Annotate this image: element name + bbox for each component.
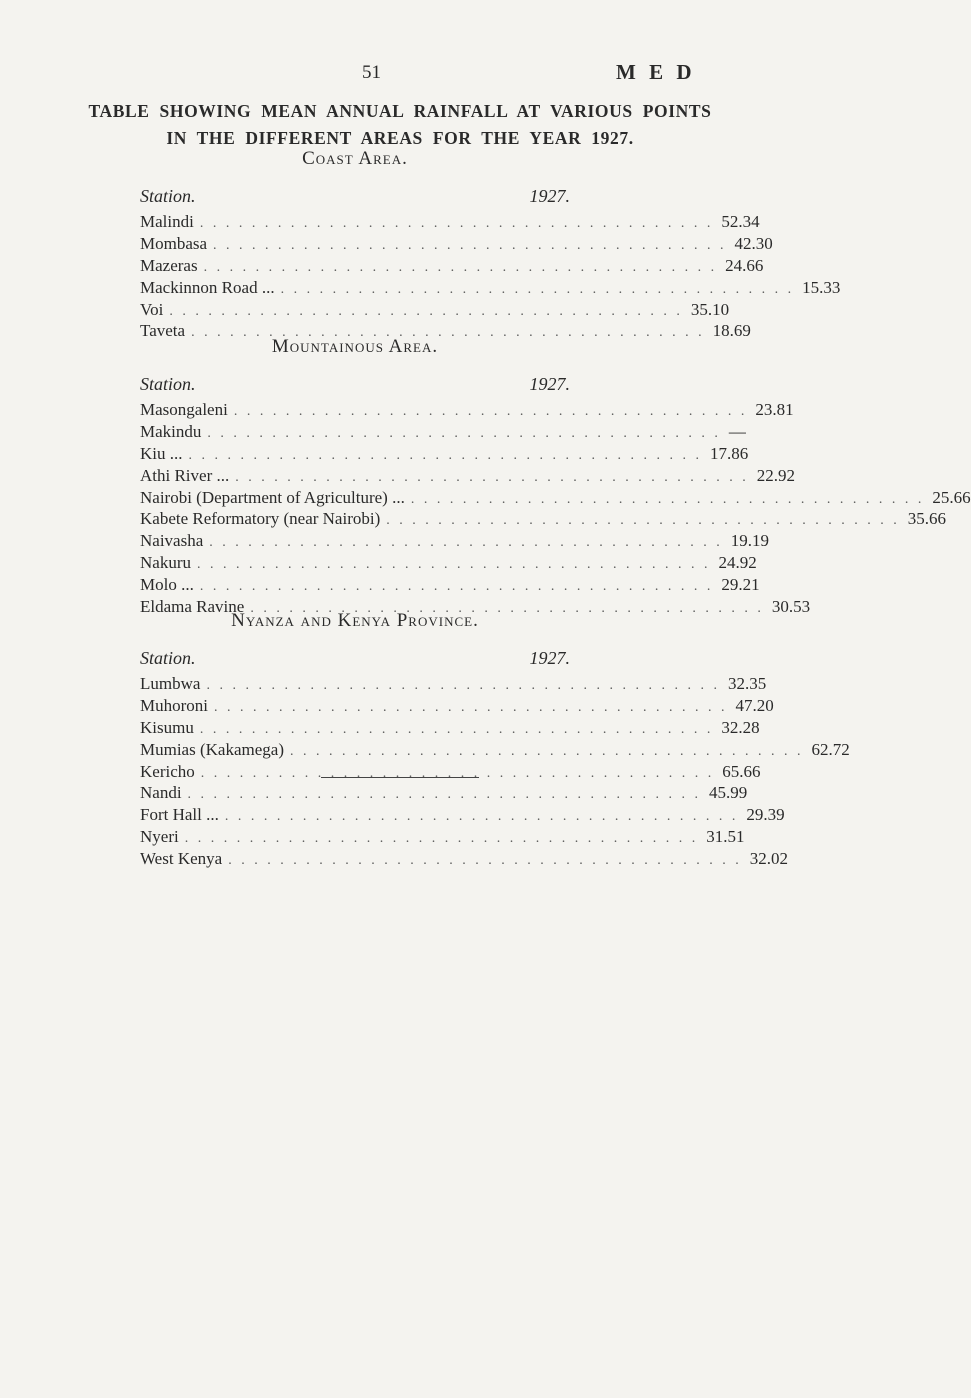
station-column-header: Station. <box>140 648 196 668</box>
rainfall-value: 47.20 <box>735 695 774 715</box>
year-column-header: 1927. <box>529 374 570 394</box>
rainfall-value: 35.10 <box>690 299 730 319</box>
table-row <box>140 233 773 255</box>
dot-leader: . . . . . . . . . . . . . . . . . . . . . . . . . . . . . . . . . . . . . . . . <box>184 831 699 847</box>
table-row <box>140 761 761 783</box>
year-column-header: 1927. <box>529 648 570 668</box>
column-headers <box>140 648 570 669</box>
station-name: Muhoroni <box>140 695 208 715</box>
rainfall-value: — <box>728 421 746 441</box>
rainfall-value: 25.66 <box>932 487 971 507</box>
running-head: M E D <box>616 60 696 84</box>
dot-leader: . . . . . . . . . . . . . . . . . . . . . . . . . . . . . . . . . . . . . . . . <box>214 699 728 715</box>
table-row <box>140 530 770 552</box>
mountainous-area-section <box>140 336 971 618</box>
dot-leader: . . . . . . . . . . . . . . . . . . . . . . . . . . . . . . . . . . . . . . . . <box>410 491 925 507</box>
station-name: Masongaleni <box>140 400 228 419</box>
rainfall-value: 62.72 <box>811 739 850 759</box>
station-column-header: Station. <box>140 186 196 206</box>
table-row <box>140 443 749 465</box>
station-rows <box>140 211 841 342</box>
dot-leader: . . . . . . . . . . . . . . . . . . . . . . . . . . . . . . . . . . . . . . . . <box>235 469 749 485</box>
station-name: Kiu ... <box>140 443 183 463</box>
rainfall-value: 23.81 <box>755 400 794 419</box>
table-row <box>140 255 764 277</box>
rainfall-value: 32.35 <box>727 674 767 693</box>
station-name: Nyeri <box>140 827 179 847</box>
table-row <box>140 487 971 509</box>
rainfall-value: 45.99 <box>709 783 748 803</box>
table-row <box>140 574 760 596</box>
column-headers <box>140 374 570 395</box>
rainfall-value: 15.33 <box>802 277 841 297</box>
table-row <box>140 211 760 233</box>
nyanza-kenya-section <box>140 610 850 870</box>
title-line-1: TABLE SHOWING MEAN ANNUAL RAINFALL AT VARIOUS POINTS <box>88 101 712 121</box>
table-row <box>140 695 774 717</box>
station-name: Nakuru <box>140 553 191 573</box>
dot-leader: . . . . . . . . . . . . . . . . . . . . . . . . . . . . . . . . . . . . . . . . <box>280 281 795 297</box>
rainfall-value: 31.51 <box>706 827 745 847</box>
dot-leader: . . . . . . . . . . . . . . . . . . . . . . . . . . . . . . . . . . . . . . . . <box>207 425 721 441</box>
station-name: Kisumu <box>140 717 194 737</box>
rainfall-value: 24.66 <box>725 255 764 275</box>
dot-leader: . . . . . . . . . . . . . . . . . . . . . . . . . . . . . . . . . . . . . . . . <box>224 809 739 825</box>
table-row <box>140 465 795 487</box>
title-line-2: IN THE DIFFERENT AREAS FOR THE YEAR 1927. <box>166 128 634 148</box>
rainfall-value: 52.34 <box>721 212 760 231</box>
rainfall-value: 32.28 <box>721 717 760 737</box>
rainfall-value: 22.92 <box>756 465 795 485</box>
table-row <box>140 717 760 739</box>
column-headers <box>140 186 570 207</box>
rainfall-value: 18.69 <box>712 321 751 341</box>
table-row <box>140 848 788 870</box>
table-row <box>140 739 850 761</box>
coast-area-section <box>140 148 841 342</box>
station-name: Fort Hall ... <box>140 805 219 825</box>
rainfall-value: 32.02 <box>749 849 788 869</box>
station-name: Mumias (Kakamega) <box>140 739 284 759</box>
station-name: Eldama Ravine <box>140 597 245 617</box>
station-name: Kericho <box>140 761 195 781</box>
page-number: 51 <box>362 62 381 83</box>
dot-leader: . . . . . . . . . . . . . . . . . . . . . . . . . . . . . . . . . . . . . . . . <box>188 447 702 463</box>
station-name: Nairobi (Department of Agriculture) ... <box>140 487 405 507</box>
section-heading: Nyanza and Kenya Province. <box>231 610 479 631</box>
rainfall-value: 17.86 <box>710 443 749 463</box>
rainfall-value: 65.66 <box>722 761 761 781</box>
dot-leader: . . . . . . . . . . . . . . . . . . . . . . . . . . . . . . . . . . . . . . . . <box>289 743 804 759</box>
table-row <box>140 673 767 695</box>
station-name: Mombasa <box>140 233 208 253</box>
rainfall-value: 24.92 <box>718 553 757 573</box>
station-name: Kabete Reformatory (near Nairobi) <box>140 509 381 529</box>
station-name: Naivasha <box>140 531 204 551</box>
rainfall-value: 42.30 <box>734 233 773 253</box>
dot-leader: . . . . . . . . . . . . . . . . . . . . . . . . . . . . . . . . . . . . . . . . <box>169 303 683 319</box>
dot-leader: . . . . . . . . . . . . . . . . . . . . . . . . . . . . . . . . . . . . . . . . <box>213 237 727 253</box>
station-name: Molo ... <box>140 575 194 595</box>
dot-leader: . . . . . . . . . . . . . . . . . . . . . . . . . . . . . . . . . . . . . . . . <box>191 325 705 341</box>
dot-leader: . . . . . . . . . . . . . . . . . . . . . . . . . . . . . . . . . . . . . . . . <box>200 765 715 781</box>
table-row <box>140 782 748 804</box>
station-rows <box>140 673 850 870</box>
dot-leader: . . . . . . . . . . . . . . . . . . . . . . . . . . . . . . . . . . . . . . . . <box>199 721 714 737</box>
dot-leader: . . . . . . . . . . . . . . . . . . . . . . . . . . . . . . . . . . . . . . . . <box>206 678 720 693</box>
rainfall-value: 19.19 <box>730 531 770 551</box>
section-heading: Mountainous Area. <box>271 336 439 357</box>
rainfall-value: 35.66 <box>907 509 946 529</box>
dot-leader: . . . . . . . . . . . . . . . . . . . . . . . . . . . . . . . . . . . . . . . . <box>250 601 764 617</box>
rainfall-value: 29.21 <box>721 575 760 595</box>
station-name: Makindu <box>140 421 202 441</box>
table-title <box>40 98 760 152</box>
station-name: Mazeras <box>140 255 198 275</box>
station-name: Nandi <box>140 783 182 803</box>
dot-leader: . . . . . . . . . . . . . . . . . . . . . . . . . . . . . . . . . . . . . . . . <box>203 259 718 275</box>
station-name: Lumbwa <box>140 674 201 693</box>
station-column-header: Station. <box>140 374 196 394</box>
dot-leader: . . . . . . . . . . . . . . . . . . . . . . . . . . . . . . . . . . . . . . . . <box>187 787 702 803</box>
dot-leader: . . . . . . . . . . . . . . . . . . . . . . . . . . . . . . . . . . . . . . . . <box>209 535 723 551</box>
table-row <box>140 804 785 826</box>
table-row <box>140 399 794 421</box>
rainfall-value: 30.53 <box>771 597 811 617</box>
dot-leader: . . . . . . . . . . . . . . . . . . . . . . . . . . . . . . . . . . . . . . . . <box>233 404 748 419</box>
section-heading: Coast Area. <box>302 148 408 169</box>
end-rule <box>321 777 479 778</box>
table-row <box>140 299 730 321</box>
station-name: Voi <box>140 299 164 319</box>
station-name: Malindi <box>140 212 194 231</box>
table-row <box>140 508 946 530</box>
table-row <box>140 277 841 299</box>
rainfall-value: 29.39 <box>746 805 785 825</box>
station-name: Athi River ... <box>140 465 230 485</box>
station-name: West Kenya <box>140 849 223 869</box>
station-rows <box>140 399 971 618</box>
dot-leader: . . . . . . . . . . . . . . . . . . . . . . . . . . . . . . . . . . . . . . . . <box>196 557 711 573</box>
table-row <box>140 421 746 443</box>
station-name: Mackinnon Road ... <box>140 277 275 297</box>
station-name: Taveta <box>140 321 186 341</box>
dot-leader: . . . . . . . . . . . . . . . . . . . . . . . . . . . . . . . . . . . . . . . . <box>386 513 900 529</box>
dot-leader: . . . . . . . . . . . . . . . . . . . . . . . . . . . . . . . . . . . . . . . . <box>199 579 714 595</box>
table-row <box>140 552 757 574</box>
year-column-header: 1927. <box>529 186 570 206</box>
dot-leader: . . . . . . . . . . . . . . . . . . . . . . . . . . . . . . . . . . . . . . . . <box>228 853 742 869</box>
dot-leader: . . . . . . . . . . . . . . . . . . . . . . . . . . . . . . . . . . . . . . . . <box>199 216 714 231</box>
table-row <box>140 826 745 848</box>
